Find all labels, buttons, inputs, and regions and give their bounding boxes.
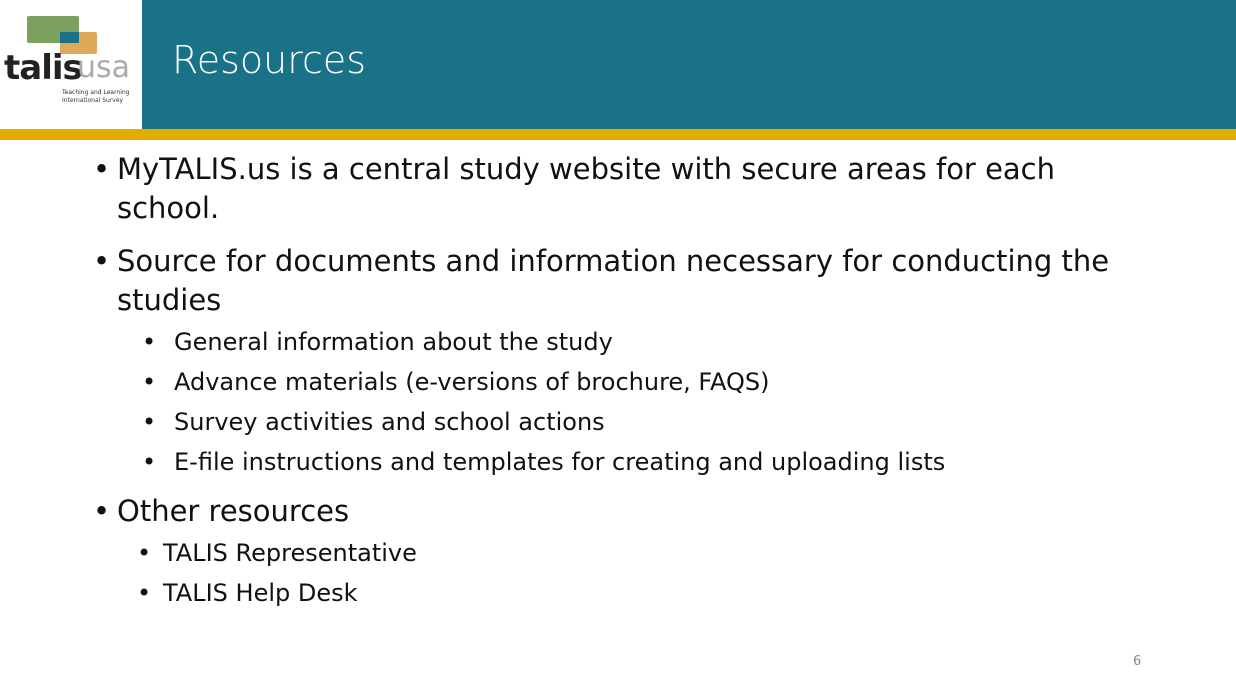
logo-tagline: Teaching and Learning International Survey [62, 89, 130, 104]
logo-talis: talis [4, 48, 82, 88]
sub-bullet: • Advance materials (e-versions of brochure, FAQS) [174, 368, 770, 396]
page-number: 6 [1133, 654, 1142, 669]
sub-bullet: • TALIS Help Desk [163, 579, 358, 607]
bullet-3: • Other resources [117, 492, 1117, 531]
slide-title: Resources [172, 38, 367, 82]
bullet-2: • Source for documents and information necessary for conducting the studies [117, 242, 1117, 320]
accent-bar [0, 129, 1236, 140]
sub-bullet: • TALIS Representative [163, 539, 417, 567]
sub-bullet: • Survey activities and school actions [174, 408, 605, 436]
sub-bullet: • General information about the study [174, 328, 613, 356]
bullet-1: • MyTALIS.us is a central study website with secure areas for each school. [117, 150, 1117, 228]
talis-usa-logo [0, 0, 142, 129]
sub-bullet: • E-file instructions and templates for creating and uploading lists [174, 448, 945, 476]
logo-usa: usa [77, 50, 131, 85]
